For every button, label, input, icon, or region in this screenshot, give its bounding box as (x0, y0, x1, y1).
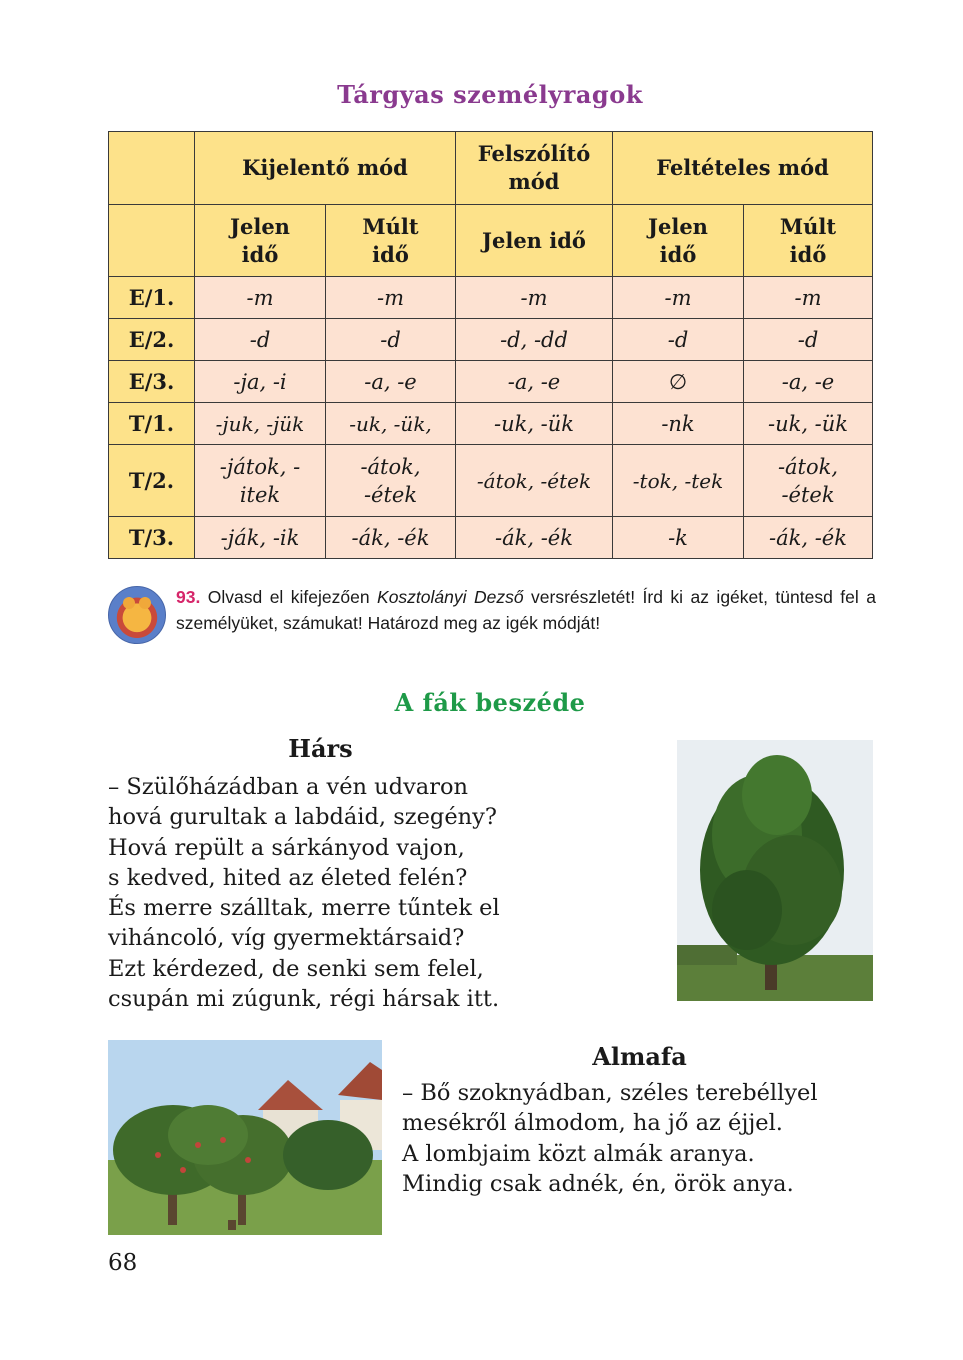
table-row (109, 403, 873, 445)
table-cell: -nk (613, 403, 744, 445)
table-cell: -d (613, 319, 744, 361)
poem-line: s kedved, hited az életed felén? (108, 864, 468, 891)
table-cell: -ják, -ik (195, 517, 326, 559)
page-number: 68 (108, 1250, 138, 1276)
table-cell: -ák, -ék (456, 517, 613, 559)
table-cell: -d (195, 319, 326, 361)
table-cell: -d, -dd (456, 319, 613, 361)
header-felszolito: Felszólító mód (456, 132, 613, 205)
table-cell: -m (613, 277, 744, 319)
table-cell: -d (326, 319, 456, 361)
hars-title: Hárs (288, 734, 353, 763)
exercise (108, 582, 876, 644)
table-cell: -átok, -étek (744, 445, 873, 517)
poem-line: hová gurultak a labdáid, szegény? (108, 804, 497, 831)
table-cell: -ák, -ék (326, 517, 456, 559)
poem-line: viháncoló, víg gyermektársaid? (108, 925, 465, 952)
row-label: T/1. (109, 403, 195, 445)
exercise-text-after: versrészletét! Írd ki az igéket, tüntesd fel a személyüket, számukat! Határozd meg az igék módját! (176, 587, 876, 633)
table-title: Tárgyas személyragok (337, 80, 643, 109)
apple-tree-photo (108, 1040, 382, 1235)
table-cell: -d (744, 319, 873, 361)
table-row (109, 277, 873, 319)
poem-title: A fák beszéde (394, 688, 586, 717)
exercise-number: 93. (176, 587, 201, 607)
table-cell: -k (613, 517, 744, 559)
table-cell: -m (744, 277, 873, 319)
almafa-title: Almafa (592, 1042, 687, 1071)
poem-line: – Bő szoknyádban, széles terebéllyel (402, 1080, 818, 1106)
table-cell: -m (195, 277, 326, 319)
table-row (109, 319, 873, 361)
poem-line: – Szülőházádban a vén udvaron (108, 774, 468, 800)
table-row (109, 517, 873, 559)
table-cell: -uk, -ük, (326, 403, 456, 445)
table-cell: -a, -e (456, 361, 613, 403)
almafa-poem (402, 1078, 872, 1199)
poem-line: És merre szálltak, merre tűntek el (108, 895, 500, 922)
table-cell: -m (326, 277, 456, 319)
corner-cell-2 (109, 205, 195, 277)
exercise-text (176, 584, 876, 636)
poem-line: Hová repült a sárkányod vajon, (108, 834, 465, 861)
table-cell: -ja, -i (195, 361, 326, 403)
exercise-text-before: Olvasd el kifejezően (207, 587, 370, 607)
linden-tree-photo (677, 740, 873, 1001)
table-cell: -a, -e (744, 361, 873, 403)
subheader-jelen-2: Jelen idő (456, 205, 613, 277)
poem-line: Mindig csak adnék, én, örök anya. (402, 1170, 794, 1197)
subheader-mult-2: Múlt idő (744, 205, 873, 277)
table-cell: ∅ (613, 361, 744, 403)
subheader-jelen-3: Jelen idő (613, 205, 744, 277)
poem-line: A lombjaim közt almák aranya. (402, 1140, 755, 1167)
table-row (109, 445, 873, 517)
table-cell: -a, -e (326, 361, 456, 403)
table-cell: -uk, -ük (744, 403, 873, 445)
row-label: T/3. (109, 517, 195, 559)
table-cell: -juk, -jük (195, 403, 326, 445)
exercise-author: Kosztolányi Dezső (377, 587, 524, 607)
row-label: E/2. (109, 319, 195, 361)
table-cell: -átok, -étek (326, 445, 456, 517)
poem-line: csupán mi zúgunk, régi hársak itt. (108, 986, 500, 1013)
table-cell: -m (456, 277, 613, 319)
table-cell: -uk, -ük (456, 403, 613, 445)
grammar-table (108, 131, 873, 559)
subheader-jelen-1: Jelen idő (195, 205, 326, 277)
subheader-mult-1: Múlt idő (326, 205, 456, 277)
pooh-icon (108, 586, 166, 644)
row-label: E/3. (109, 361, 195, 403)
row-label: T/2. (109, 445, 195, 517)
table-row (109, 361, 873, 403)
table-cell: -tok, -tek (613, 445, 744, 517)
header-felteteles: Feltételes mód (613, 132, 873, 205)
poem-line: mesékről álmodom, ha jő az éjjel. (402, 1110, 783, 1137)
hars-poem (108, 772, 548, 1014)
table-cell: -ák, -ék (744, 517, 873, 559)
table-cell: -játok, -itek (195, 445, 326, 517)
row-label: E/1. (109, 277, 195, 319)
corner-cell (109, 132, 195, 205)
header-kijelento: Kijelentő mód (195, 132, 456, 205)
poem-line: Ezt kérdezed, de senki sem felel, (108, 955, 484, 982)
table-cell: -átok, -étek (456, 445, 613, 517)
